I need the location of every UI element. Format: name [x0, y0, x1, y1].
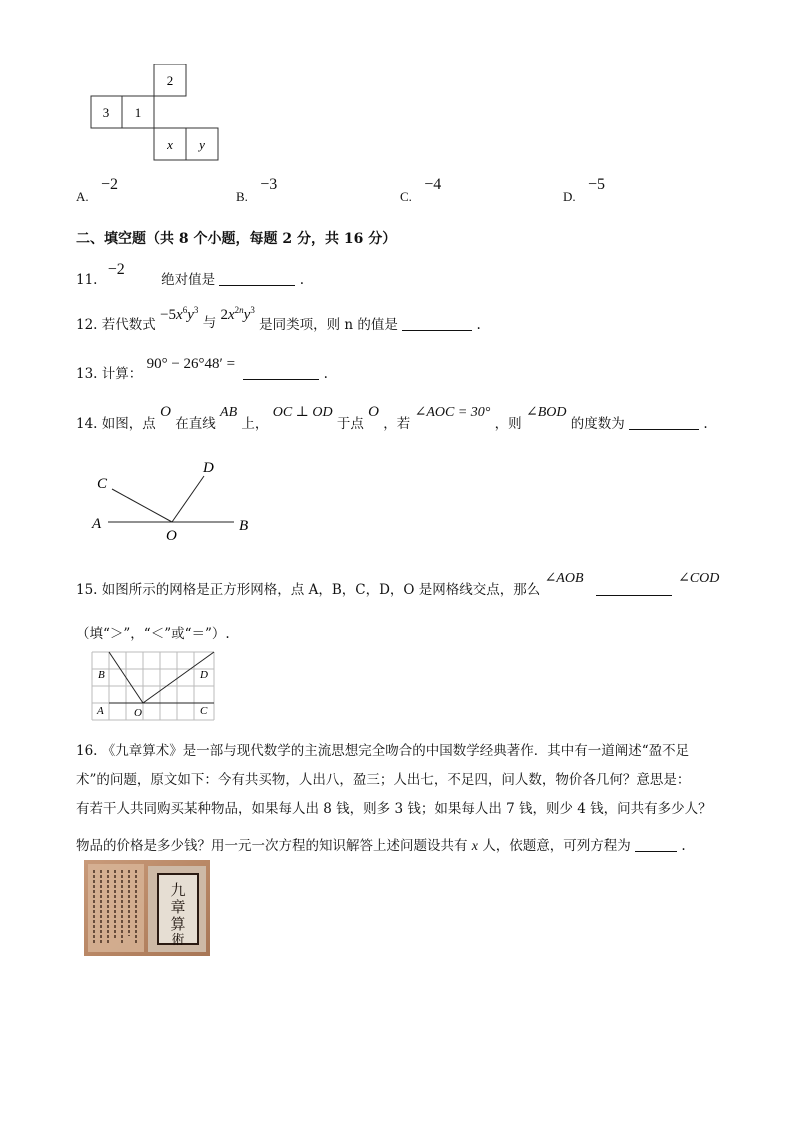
q11-text: 绝对值是	[161, 272, 216, 288]
choice-c-label: C.	[400, 189, 412, 204]
q11-number: 11.	[76, 272, 98, 288]
choice-a[interactable]	[76, 176, 118, 204]
q14-angle-bod: ∠BOD	[525, 405, 567, 420]
book-title-char-1: 九	[170, 883, 186, 899]
question-16-line-4	[76, 834, 686, 855]
q16-number: 16.	[76, 743, 98, 759]
q16-variable-x: x	[471, 839, 479, 854]
q13-end: .	[323, 366, 328, 382]
q14-label-c: C	[97, 476, 108, 492]
question-16-line-1	[76, 739, 689, 759]
q12-answer-blank[interactable]	[402, 316, 472, 331]
q15-text: 如图所示的网格是正方形网格，点 A，B，C，D，O 是网格线交点，那么	[101, 582, 541, 598]
book-photo	[84, 860, 210, 956]
choice-b[interactable]	[236, 176, 278, 204]
q14-answer-blank[interactable]	[629, 415, 699, 430]
q12-expr1: $-5x^6y^3$	[160, 305, 199, 323]
net-label-2: 2	[166, 73, 174, 88]
q16-text-line-4b: 人，依题意，可列方程为	[482, 838, 631, 854]
q12-prefix: 若代数式	[101, 317, 156, 333]
q12-end: .	[476, 317, 481, 333]
q14-text-6: ，则	[494, 416, 522, 432]
q14-label-a: A	[92, 516, 102, 532]
q14-text-1: 如图，点	[101, 416, 156, 432]
q14-text-7: 的度数为	[570, 416, 625, 432]
section-heading: 二、填空题（共 8 个小题，每题 2 分，共 16 分）	[76, 231, 397, 247]
q13-number: 13.	[76, 366, 98, 382]
q14-perpendicular: OC ⊥ OD	[272, 405, 333, 420]
q15-number: 15.	[76, 582, 98, 598]
q11-answer-blank[interactable]	[219, 271, 295, 286]
question-15	[76, 566, 720, 598]
q14-point-o-2: O	[368, 404, 379, 420]
q16-end: .	[681, 838, 686, 854]
choice-b-value: −3	[260, 176, 278, 193]
q15-answer-blank[interactable]	[596, 581, 672, 596]
q15-label-d: D	[200, 669, 208, 681]
q13-expression: 90° − 26°48′ =	[146, 356, 236, 372]
q12-suffix: 是同类项，则 n 的值是	[259, 317, 398, 333]
book-title-char-2: 章	[170, 900, 186, 916]
choice-a-label: A.	[76, 189, 89, 204]
q14-figure	[86, 456, 266, 546]
choice-c-value: −4	[424, 176, 442, 193]
q11-end: .	[299, 272, 304, 288]
net-label-y: y	[199, 137, 205, 152]
q15-angle-cod: ∠COD	[678, 571, 720, 586]
question-12	[76, 303, 481, 333]
q11-value: −2	[107, 261, 125, 278]
q14-text-5: ，若	[383, 416, 411, 432]
choice-d-label: D.	[563, 189, 576, 204]
net-label-3: 3	[102, 105, 110, 120]
q16-text-line-1: 《九章算术》是一部与现代数学的主流思想完全吻合的中国数学经典著作．其中有一道阐述“盈不足	[101, 743, 690, 759]
q14-label-d: D	[203, 460, 214, 476]
q14-text-2: 在直线	[175, 416, 216, 432]
question-14	[76, 400, 708, 432]
choice-b-label: B.	[236, 189, 248, 204]
q14-label-b: B	[239, 518, 249, 534]
q12-number: 12.	[76, 317, 98, 333]
q15-angle-aob: ∠AOB	[544, 571, 584, 586]
question-11	[76, 258, 304, 288]
choice-a-value: −2	[100, 176, 118, 193]
q15-label-b: B	[98, 669, 105, 681]
q16-text-line-3: 有若干人共同购买某种物品，如果每人出 8 钱，则多 3 钱；如果每人出 7 钱，则少 4 钱，问共有多少人？	[76, 801, 712, 817]
q13-answer-blank[interactable]	[243, 365, 319, 380]
choice-d[interactable]	[563, 176, 605, 204]
q14-line-ab: AB	[220, 405, 238, 420]
q16-text-line-4a: 物品的价格是多少钱？用一元一次方程的知识解答上述问题设共有	[76, 838, 468, 854]
q14-number: 14.	[76, 416, 98, 432]
q15-grid-figure	[90, 650, 220, 722]
q14-text-3: 上，	[241, 416, 269, 432]
book-title-char-3: 算	[170, 917, 186, 933]
q15-label-o: O	[134, 707, 142, 719]
q16-text-line-2: 术”的问题，原文如下：今有共买物，人出八，盈三；人出七，不足四，问人数，物价各几何？意思是：	[76, 772, 691, 788]
net-label-x: x	[167, 137, 173, 152]
choice-c[interactable]	[400, 176, 442, 204]
q14-end: .	[703, 416, 708, 432]
book-title-char-4: 術	[171, 932, 185, 947]
net-label-1: 1	[134, 105, 142, 120]
q14-angle-aoc: ∠AOC = 30°	[414, 405, 491, 420]
cube-net-figure	[88, 64, 223, 164]
q14-label-o: O	[166, 528, 177, 544]
q15-line-2: （填“＞”，“＜”或“＝”）.	[76, 626, 230, 642]
q15-label-a: A	[97, 705, 104, 717]
q13-prefix: 计算：	[101, 366, 143, 382]
q14-point-o: O	[160, 404, 171, 420]
q15-label-c: C	[200, 705, 208, 717]
q16-answer-blank[interactable]	[635, 837, 677, 852]
q12-joiner: 与	[202, 315, 217, 331]
question-13	[76, 352, 328, 382]
q14-text-4: 于点	[336, 416, 364, 432]
choice-d-value: −5	[587, 176, 605, 193]
q12-expr2: $2x^{2n}y^3$	[220, 305, 255, 323]
